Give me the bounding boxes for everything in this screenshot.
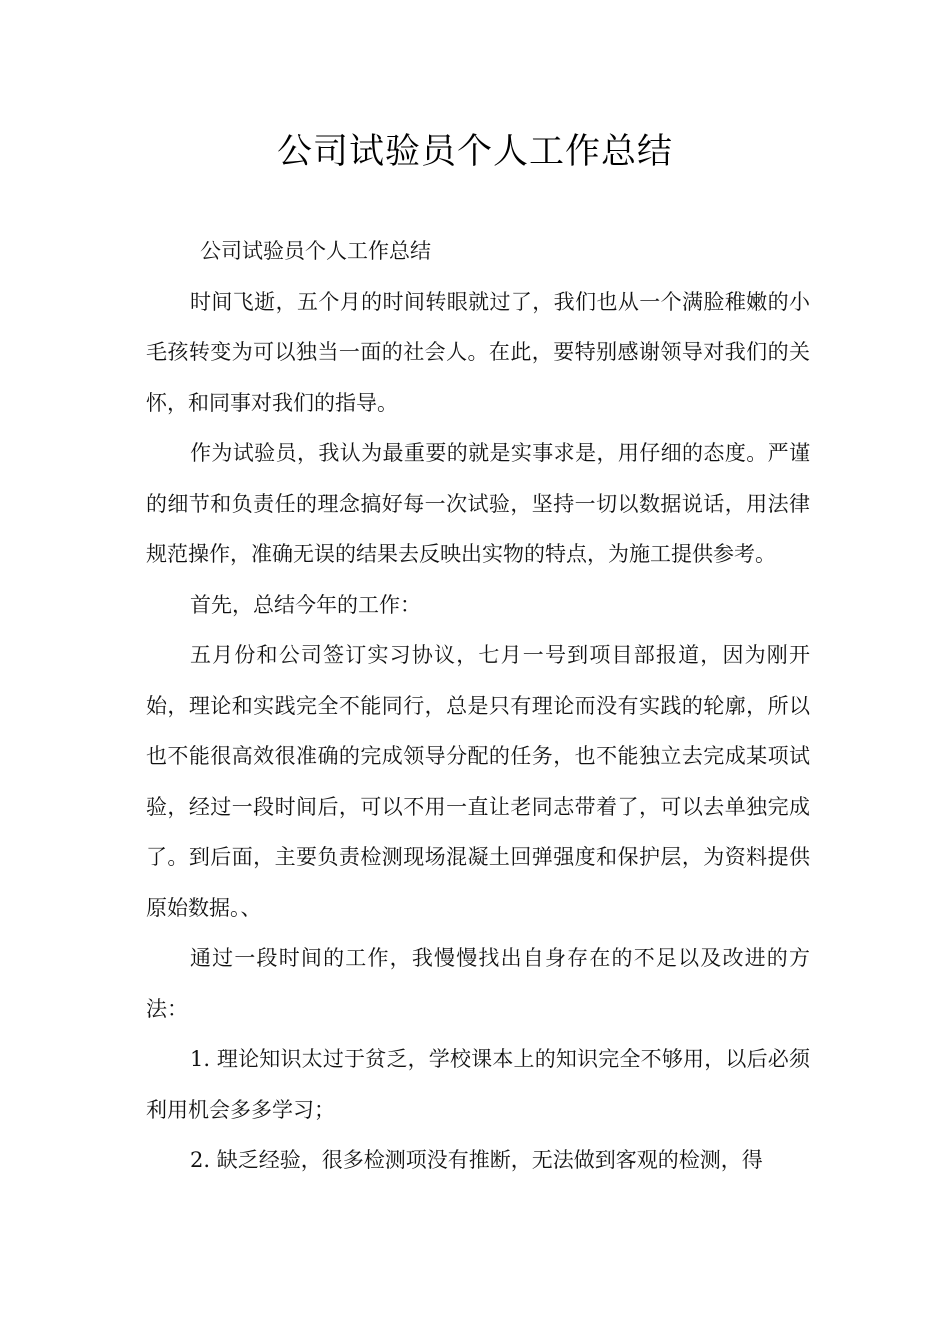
paragraph-summary-heading: 首先，总结今年的工作： <box>190 592 421 617</box>
paragraph-shortcomings-intro: 通过一段时间的工作，我慢慢找出自身存在的不足以及改进的方法： <box>146 946 810 1021</box>
document-body <box>146 226 810 1186</box>
list-item-2: 2. 缺乏经验，很多检测项没有推断，无法做到客观的检测，得 <box>190 1148 763 1172</box>
list-item-1: 1. 理论知识太过于贫乏，学校课本上的知识完全不够用，以后必须利用机会多多学习； <box>146 1047 810 1122</box>
paragraph-attitude: 作为试验员，我认为最重要的就是实事求是，用仔细的态度。严谨的细节和负责任的理念搞好每一次试验，坚持一切以数据说话，用法律规范操作，准确无误的结果去反映出实物的特点，为施工提供参考。 <box>146 441 810 566</box>
paragraph-work-history: 五月份和公司签订实习协议，七月一号到项目部报道，因为刚开始，理论和实践完全不能同行，总是只有理论而没有实践的轮廓，所以也不能很高效很准确的完成领导分配的任务，也不能独立去完成某项试验，经过一段时间后，可以不用一直让老同志带着了，可以去单独完成了。到后面，主要负责检测现场混凝土回弹强度和保护层，为资料提供原始数据。、 <box>146 643 810 920</box>
document-title: 公司试验员个人工作总结 <box>276 132 673 172</box>
paragraph-intro: 时间飞逝，五个月的时间转眼就过了，我们也从一个满脸稚嫩的小毛孩转变为可以独当一面的社会人。在此，要特别感谢领导对我们的关怀，和同事对我们的指导。 <box>146 289 810 415</box>
paragraph-subtitle: 公司试验员个人工作总结 <box>200 239 431 263</box>
